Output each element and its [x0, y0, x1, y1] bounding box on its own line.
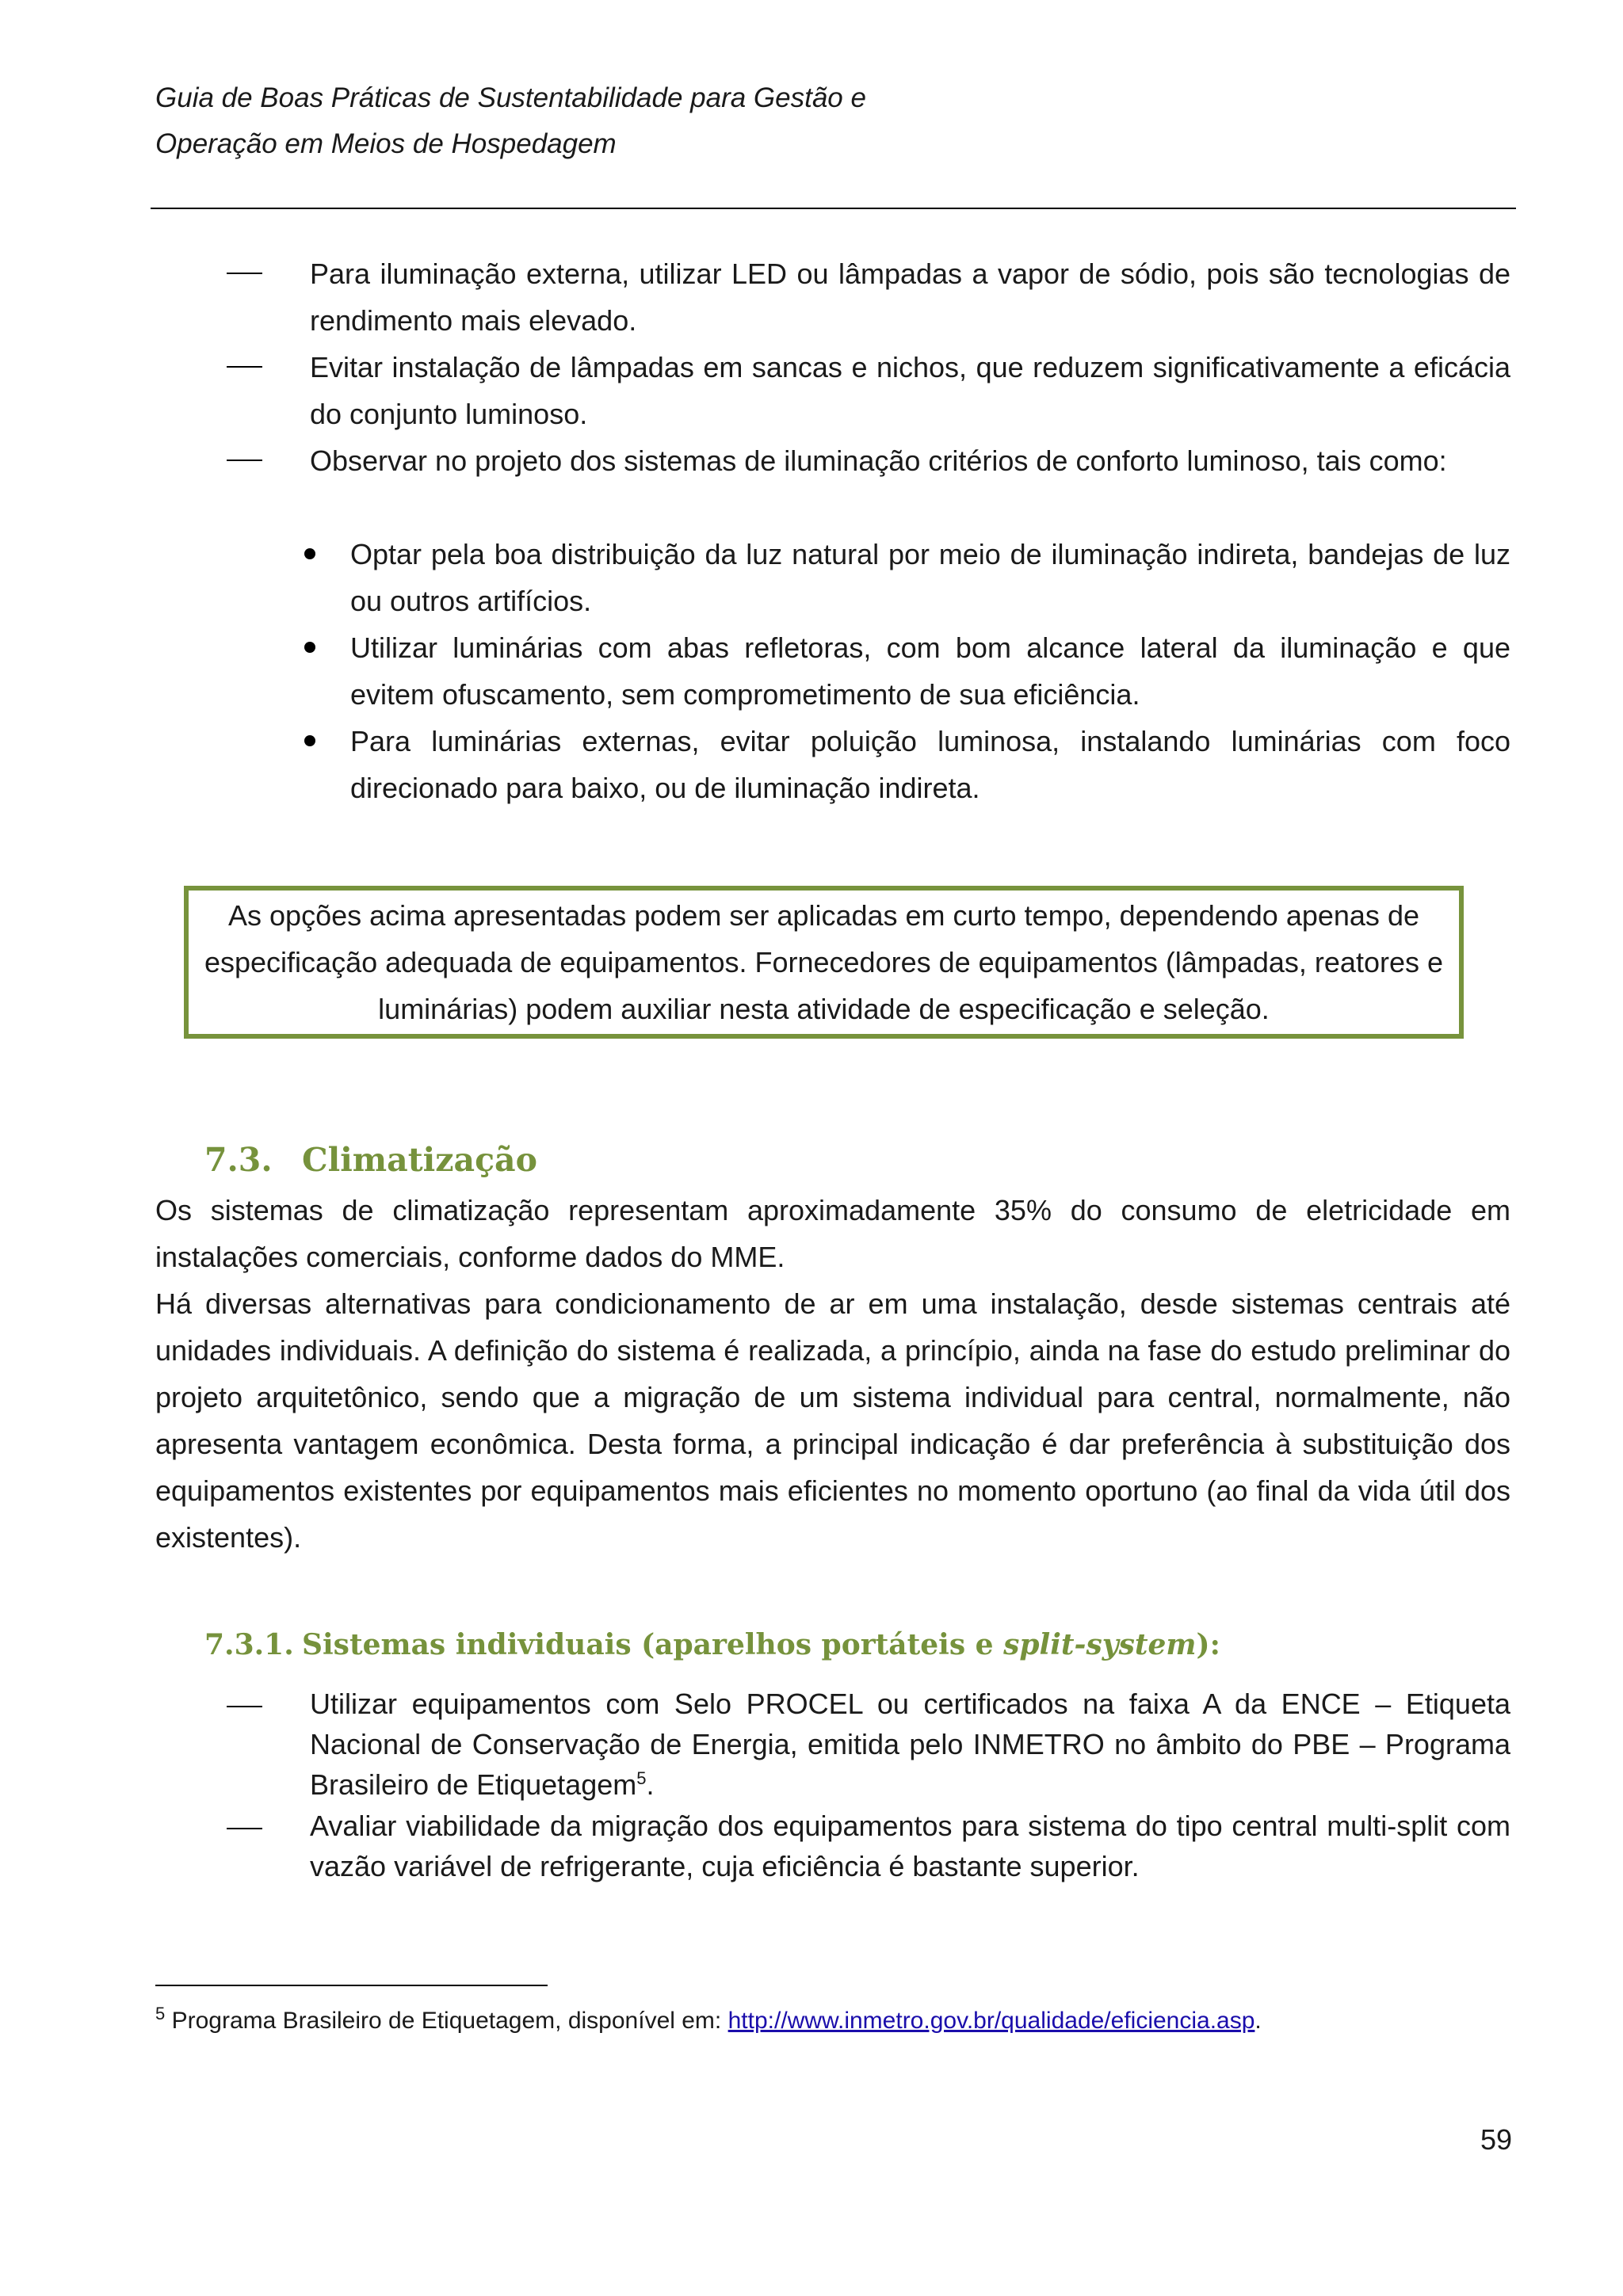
dash-list-item	[155, 344, 1510, 437]
bullet-list-item	[304, 531, 1510, 624]
dash-bullet-icon	[227, 273, 262, 274]
dash-bullet-icon	[227, 1706, 262, 1707]
bullet-list-item-text: Para luminárias externas, evitar poluição luminosa, instalando luminárias com foco direcionado para baixo, ou de iluminação indireta.	[350, 725, 1510, 804]
bullet-list-item-text: Optar pela boa distribuição da luz natural por meio de iluminação indireta, bandejas de luz ou outros artifícios.	[350, 538, 1510, 617]
dash-bullet-icon	[227, 460, 262, 461]
dash-list-item-text	[310, 1684, 1510, 1805]
page-number: 59	[1480, 2123, 1513, 2156]
running-header	[155, 75, 866, 167]
bullet-list-item-text: Utilizar luminárias com abas refletoras, com bom alcance lateral da iluminação e que evitem ofuscamento, sem comprometimento de sua eficiência.	[350, 631, 1510, 711]
running-header-line-1: Guia de Boas Práticas de Sustentabilidade para Gestão e	[155, 82, 866, 113]
subsection-number: 7.3.1.	[204, 1628, 294, 1661]
dash-list-item	[155, 437, 1510, 484]
bullet-dot-icon	[304, 548, 315, 559]
dash-list-item	[155, 1806, 1510, 1886]
section-heading	[204, 1136, 537, 1184]
dash-list-item-text: Avaliar viabilidade da migração dos equipamentos para sistema do tipo central multi-split com vazão variável de refrigerante, cuja eficiência é bastante superior.	[310, 1810, 1510, 1882]
body-paragraph: Há diversas alternativas para condicionamento de ar em uma instalação, desde sistemas centrais até unidades individuais. A definição do sistema é realizada, a princípio, ainda na fase do estudo preliminar do projeto arquitetônico, sendo que a migração de um sistema individual para central, normalmente, não apresenta vantagem econômica. Desta forma, a principal indicação é dar preferência à substituição dos equipamentos existentes por equipamentos mais eficientes no momento oportuno (ao final da vida útil dos existentes).	[155, 1287, 1510, 1554]
dash-list-item-text: Para iluminação externa, utilizar LED ou lâmpadas a vapor de sódio, pois são tecnologias de rendimento mais elevado.	[310, 257, 1510, 337]
section-number: 7.3.	[204, 1141, 273, 1179]
subsection-title-end: ):	[1196, 1628, 1220, 1661]
running-header-line-2: Operação em Meios de Hospedagem	[155, 128, 617, 159]
item-text: Utilizar equipamentos com Selo PROCEL ou certificados na faixa A da ENCE – Etiqueta Nacional de Conservação de Energia, emitida pelo INMETRO no âmbito do PBE – Programa Brasileiro de Etiquetagem	[310, 1688, 1510, 1801]
highlight-note-box	[184, 886, 1464, 1039]
dash-list-item-text: Observar no projeto dos sistemas de iluminação critérios de conforto luminoso, tais como:	[310, 444, 1447, 477]
subsection-title-start: Sistemas individuais (aparelhos portáteis e	[302, 1628, 1004, 1661]
footnote-end: .	[1254, 2008, 1262, 2034]
bullet-dot-icon	[304, 735, 315, 746]
note-box-text: As opções acima apresentadas podem ser aplicadas em curto tempo, dependendo apenas de especificação adequada de equipamentos. Fornecedores de equipamentos (lâmpadas, reatores e luminárias) podem auxiliar nesta atividade de especificação e seleção.	[204, 899, 1443, 1025]
footnote-link[interactable]: http://www.inmetro.gov.br/qualidade/eficiencia.asp	[727, 2008, 1255, 2034]
section-title: Climatização	[302, 1141, 537, 1179]
body-paragraph: Os sistemas de climatização representam aproximadamente 35% do consumo de eletricidade em instalações comerciais, conforme dados do MME.	[155, 1194, 1510, 1273]
header-divider	[151, 208, 1516, 209]
footnote-divider	[155, 1985, 548, 1986]
dash-bullet-icon	[227, 1828, 262, 1829]
bullet-list-item	[304, 624, 1510, 718]
dash-list-item	[155, 250, 1510, 344]
subsection-title-italic: split-system	[1003, 1628, 1197, 1661]
dash-list-item-text: Evitar instalação de lâmpadas em sancas e nichos, que reduzem significativamente a eficácia do conjunto luminoso.	[310, 351, 1510, 430]
footnote-text: Programa Brasileiro de Etiquetagem, disponível em:	[165, 2008, 728, 2034]
dash-list-item	[155, 1684, 1510, 1805]
bullet-list-item	[304, 718, 1510, 811]
subsection-heading	[204, 1621, 1220, 1669]
dash-bullet-icon	[227, 366, 262, 368]
footnote	[155, 2003, 1510, 2039]
item-text-end: .	[646, 1768, 655, 1801]
footnote-marker: 5	[155, 2004, 166, 2023]
bullet-dot-icon	[304, 642, 315, 653]
footnote-reference[interactable]: 5	[636, 1768, 647, 1788]
